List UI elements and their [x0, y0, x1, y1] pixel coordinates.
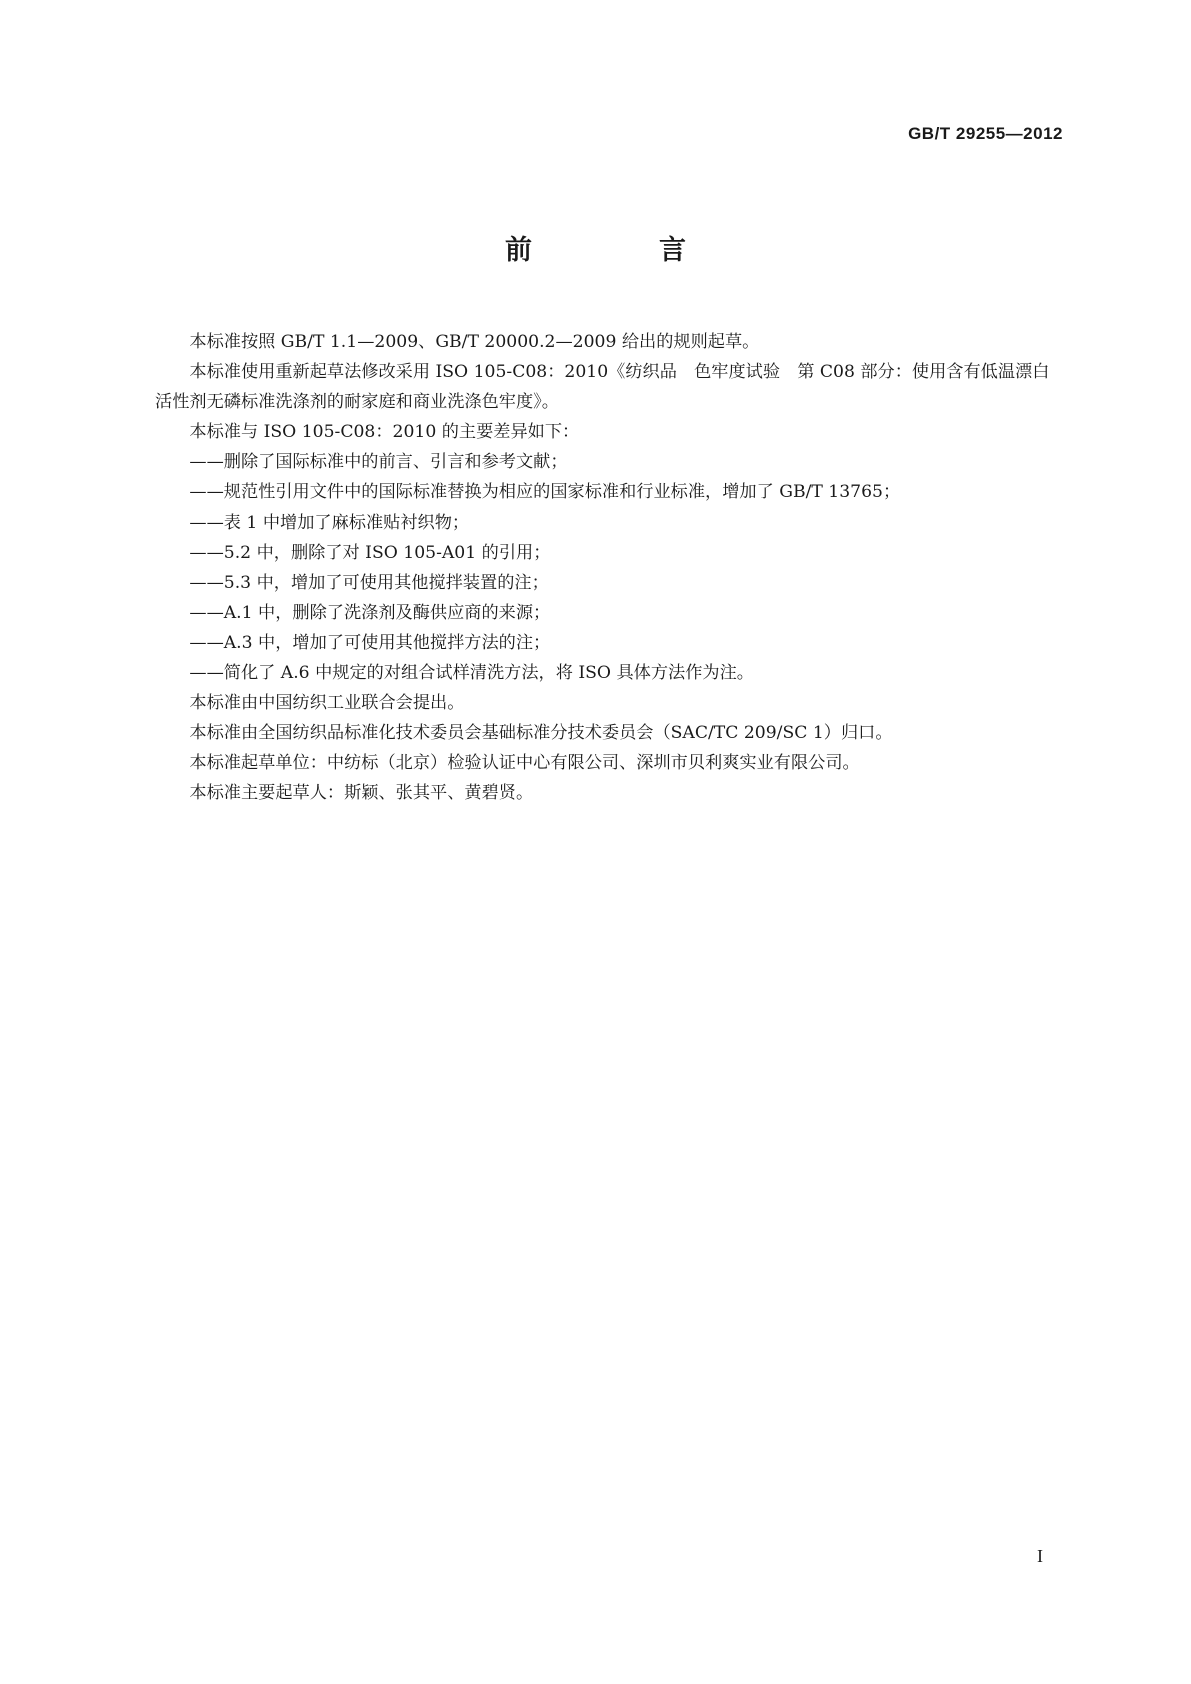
- list-item-difference: ——5.3 中，增加了可使用其他搅拌装置的注；: [189, 572, 549, 593]
- paragraph-differences-intro: 本标准与 ISO 105-C08：2010 的主要差异如下：: [189, 422, 580, 443]
- standard-code: GB/T 29255—2012: [908, 124, 1063, 143]
- foreword-body: [155, 327, 1065, 809]
- paragraph-committee: 本标准由全国纺织品标准化技术委员会基础标准分技术委员会（SAC/TC 209/SC 1）归口。: [189, 723, 893, 744]
- paragraph-drafting-units: 本标准起草单位：中纺标（北京）检验认证中心有限公司、深圳市贝利爽实业有限公司。: [189, 753, 860, 774]
- list-item-difference: ——表 1 中增加了麻标准贴衬织物；: [189, 512, 470, 533]
- list-item-difference: ——A.3 中，增加了可使用其他搅拌方法的注；: [189, 632, 551, 653]
- list-item-difference: ——删除了国际标准中的前言、引言和参考文献；: [189, 452, 568, 473]
- list-item-difference: ——简化了 A.6 中规定的对组合试样清洗方法，将 ISO 具体方法作为注。: [189, 663, 754, 684]
- paragraph-drafters: 本标准主要起草人：斯颖、张其平、黄碧贤。: [189, 783, 534, 804]
- list-item-difference: ——5.2 中，删除了对 ISO 105-A01 的引用；: [189, 542, 551, 563]
- paragraph-adoption: 本标准使用重新起草法修改采用 ISO 105-C08：2010《纺织品 色牢度试验 第 C08 部分：使用含有低温漂白活性剂无磷标准洗涤剂的耐家庭和商业洗涤色牢度》。: [155, 362, 1050, 413]
- list-item-difference: ——A.1 中，删除了洗涤剂及酶供应商的来源；: [189, 602, 551, 623]
- page-number: I: [1037, 1546, 1043, 1566]
- paragraph-drafting-rules: 本标准按照 GB/T 1.1—2009、GB/T 20000.2—2009 给出的规则起草。: [189, 332, 760, 352]
- page-title: 前 言: [505, 235, 736, 266]
- list-item-difference: ——规范性引用文件中的国际标准替换为相应的国家标准和行业标准，增加了 GB/T 13765；: [189, 482, 901, 503]
- paragraph-proposer: 本标准由中国纺织工业联合会提出。: [189, 693, 465, 714]
